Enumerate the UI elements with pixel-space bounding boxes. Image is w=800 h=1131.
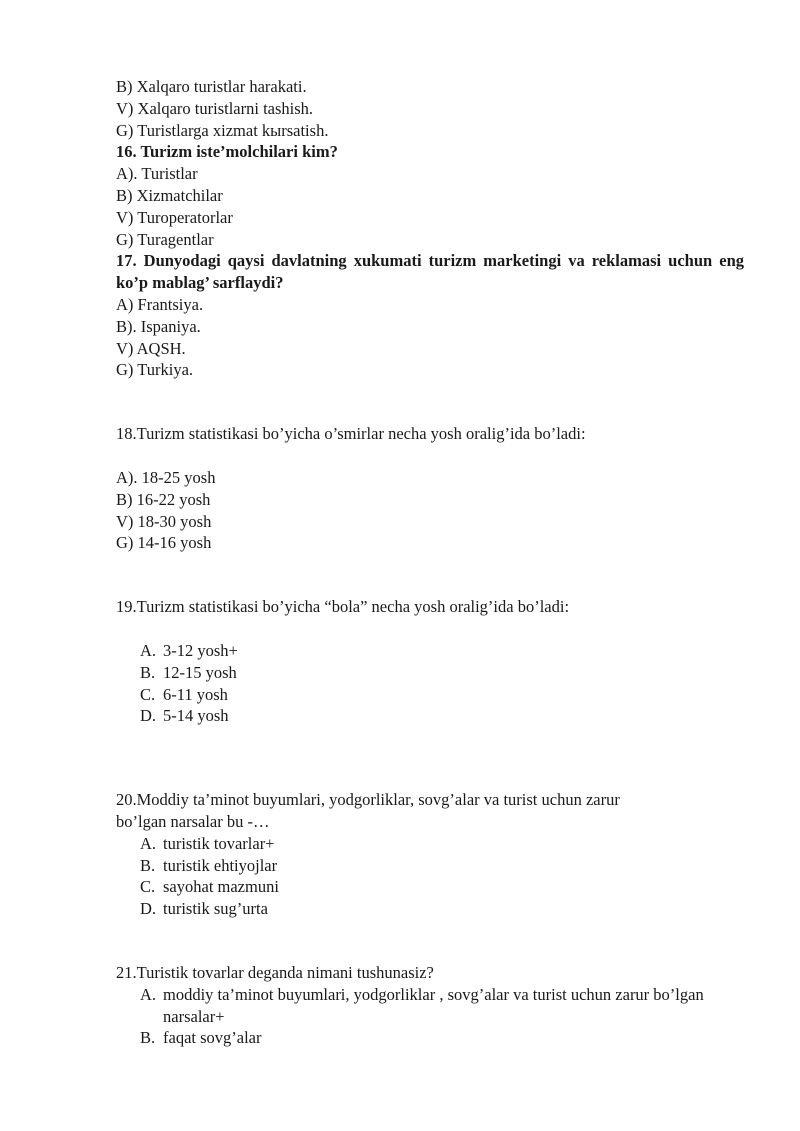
- option-marker: C.: [140, 877, 156, 897]
- option-text: 6-11 yosh: [163, 684, 228, 704]
- q19-text: 19.Turizm statistikasi bo’yicha “bola” necha yosh oralig’ida bo’ladi:: [116, 597, 570, 617]
- option-marker: A.: [140, 984, 157, 1004]
- spacer: [116, 445, 744, 467]
- q20-option-b: [140, 855, 744, 877]
- option-text: sayohat mazmuni: [163, 877, 279, 897]
- spacer: [116, 727, 744, 789]
- q17-option-v: V) AQSH.: [116, 338, 186, 358]
- q19-options: [116, 640, 744, 727]
- q20-text-line2: bo’lgan narsalar bu -…: [116, 811, 270, 831]
- q21-option-b: [140, 1027, 744, 1049]
- question-21: [116, 962, 744, 1049]
- q15-option-v: V) Xalqaro turistlarni tashish.: [116, 98, 314, 118]
- q20-text-line1: 20.Moddiy ta’minot buyumlari, yodgorliklar, sovg’alar va turist uchun zarur: [116, 790, 620, 810]
- option-text: 5-14 yosh: [163, 706, 229, 726]
- q15-option-b: B) Xalqaro turistlar harakati.: [116, 77, 307, 96]
- q21-option-a: [140, 984, 744, 1028]
- question-20: [116, 789, 744, 920]
- option-text: faqat sovg’alar: [163, 1028, 262, 1048]
- option-marker: D.: [140, 706, 157, 726]
- q19-option-a: [140, 640, 744, 662]
- question-19: [116, 596, 744, 727]
- spacer: [116, 920, 744, 962]
- q16-text: 16. Turizm iste’molchilari kim?: [116, 142, 338, 162]
- option-text: turistik tovarlar+: [163, 833, 275, 853]
- q17-option-g: G) Turkiya.: [116, 360, 194, 380]
- q17-option-b: B). Ispaniya.: [116, 316, 201, 336]
- q20-option-c: [140, 876, 744, 898]
- q19-option-c: [140, 684, 744, 706]
- option-marker: D.: [140, 899, 157, 919]
- q17-option-a: A) Frantsiya.: [116, 294, 204, 314]
- question-18: [116, 423, 744, 554]
- q18-option-a: A). 18-25 yosh: [116, 467, 216, 487]
- option-marker: A.: [140, 833, 157, 853]
- q15-option-g: G) Turistlarga xizmat kыrsatish.: [116, 120, 329, 140]
- question-17: [116, 250, 744, 381]
- q19-option-d: [140, 705, 744, 727]
- q18-option-v: V) 18-30 yosh: [116, 511, 212, 531]
- q19-option-b: [140, 662, 744, 684]
- q20-option-a: [140, 833, 744, 855]
- q16-option-a: A). Turistlar: [116, 164, 198, 184]
- q17-text: 17. Dunyodagi qaysi davlatning xukumati turizm marketingi va reklamasi uchun eng ko’p mablag’ sarflaydi?: [116, 251, 744, 293]
- option-text: 12-15 yosh: [163, 662, 237, 682]
- option-marker: B.: [140, 1028, 156, 1048]
- option-marker: B.: [140, 662, 156, 682]
- option-text: moddiy ta’minot buyumlari, yodgorliklar , sovg’alar va turist uchun zarur bo’lgan narsalar+: [163, 984, 704, 1026]
- spacer: [116, 554, 744, 596]
- q16-option-g: G) Turagentlar: [116, 229, 214, 249]
- q18-option-g: G) 14-16 yosh: [116, 533, 212, 553]
- spacer: [116, 618, 744, 640]
- option-marker: C.: [140, 684, 156, 704]
- option-text: turistik sug’urta: [163, 899, 268, 919]
- spacer: [116, 381, 744, 423]
- q18-text: 18.Turizm statistikasi bo’yicha o’smirlar necha yosh oralig’ida bo’ladi:: [116, 424, 586, 444]
- q16-option-v: V) Turoperatorlar: [116, 207, 233, 227]
- q15-options: [116, 76, 744, 141]
- option-marker: A.: [140, 640, 157, 660]
- q21-options: [116, 984, 744, 1049]
- q18-option-b: B) 16-22 yosh: [116, 489, 211, 509]
- document-page: [116, 76, 744, 1049]
- question-16: [116, 141, 744, 250]
- q16-option-b: B) Xizmatchilar: [116, 185, 223, 205]
- option-marker: B.: [140, 855, 156, 875]
- q21-text: 21.Turistik tovarlar deganda nimani tushunasiz?: [116, 962, 434, 982]
- q20-options: [116, 833, 744, 920]
- q20-option-d: [140, 898, 744, 920]
- option-text: turistik ehtiyojlar: [163, 855, 278, 875]
- option-text: 3-12 yosh+: [163, 640, 238, 660]
